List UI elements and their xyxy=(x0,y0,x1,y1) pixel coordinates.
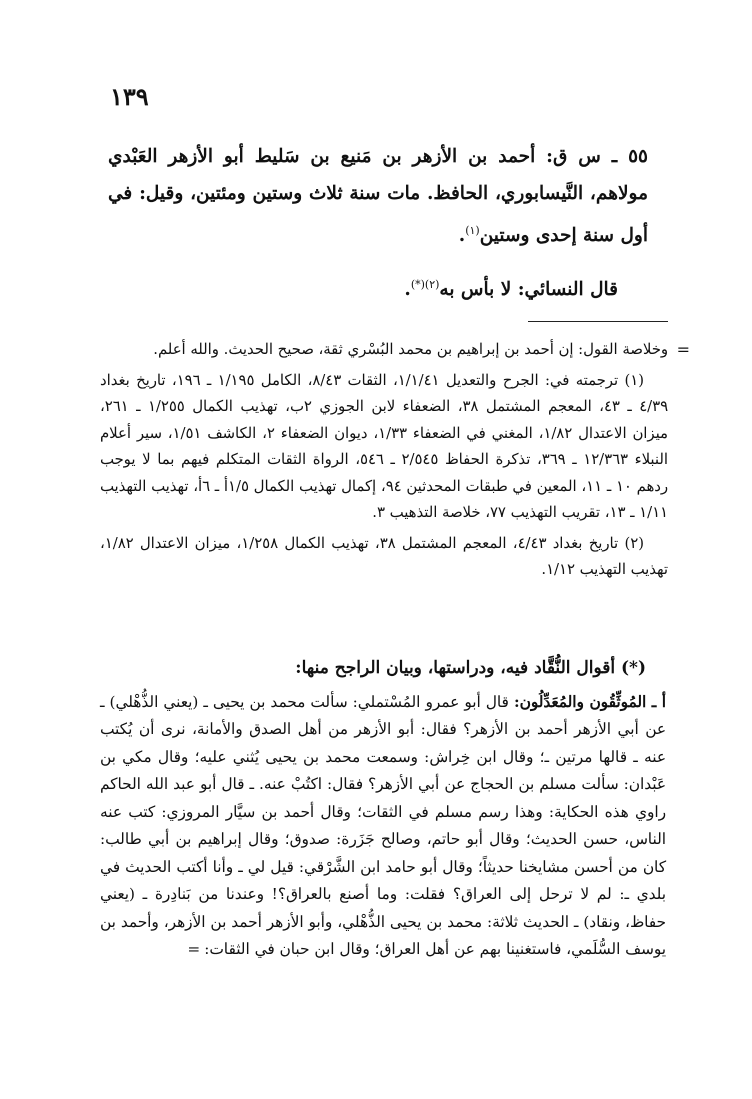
entry-paragraph xyxy=(108,138,648,254)
entry-period: . xyxy=(458,225,466,247)
entry-text: ٥٥ ـ س ق: أحمد بن الأزهر بن مَنيع بن سَليط أبو الأزهر العَبْدي مولاهم، النَّيسابوري، الحافظ. مات سنة ثلاث وستين ومئتين، وقيل: في أول سنة إحدى وستين xyxy=(108,146,648,247)
footnote-continuation xyxy=(100,337,690,364)
footnote-separator xyxy=(528,321,668,322)
footnote-ref-1[interactable]: (١) xyxy=(465,224,480,237)
continuation-mark: = xyxy=(676,340,690,359)
critics-title: (*) أقوال النُّقَّاد فيه، ودراستها، وبيان الراجح منها: xyxy=(295,658,646,678)
critics-subheading: أ ـ المُوثِّقُون والمُعَدِّلُون: xyxy=(513,692,666,711)
biography-entry xyxy=(108,138,648,308)
footnote-2: (٢) تاريخ بغداد ٤/٤٣، المعجم المشتمل ٣٨، تهذيب الكمال ١/٢٥٨، ميزان الاعتدال ١/٨٢، تهذيب التهذيب ١/١٢. xyxy=(100,534,668,578)
critics-paragraph xyxy=(100,689,666,964)
page-number: ١٣٩ xyxy=(110,82,149,111)
continuation-end-mark: = xyxy=(187,940,201,958)
footnote-1: (١) ترجمته في: الجرح والتعديل ١/١/٤١، الثقات ٨/٤٣، الكامل ١/١٩٥ ـ ١٩٦، تاريخ بغداد ٤/٣٩ ـ ٤٣، المعجم المشتمل ٣٨، الضعفاء لابن الجوزي ٢ب، تهذيب الكمال ١/٢٥٥ ـ ٢٦١، ميزان الاعتدال ١/٨٢، المغني في الضعفاء ١/٣٣، ديوان الضعفاء ٢، الكاشف ١/٥١، سير أعلام النبلاء ١٢/٣٦٣ ـ ٣٦٩، تذكرة الحفاظ ٢/٥٤٥ ـ ٥٤٦، الرواة الثقات المتكلم فيهم بما لا يوجب ردهم ١٠ ـ ١١، المعين في طبقات المحدثين ٩٤، إكمال تهذيب الكمال ١/٥أ ـ ٦أ، تهذيب التهذيب ١/١١ ـ ١٣، تقريب التهذيب ٧٧، خلاصة التذهيب ٣. xyxy=(100,371,669,521)
critics-body: قال أبو عمرو المُسْتملي: سألت محمد بن يحيى ـ (يعني الذُّهْلي) ـ عن أبي الأزهر أحمد بن الأزهر؟ فقال: أبو الأزهر من أهل الصدق والأمانة، نرى أن يُكتب عنه ـ قالها مرتين ـ؛ وقال ابن خِراش: وسمعت محمد بن يحيى يُثني عليه؛ وقال مكي بن عَبْدان: سألت مسلم بن الحجاج عن أبي الأزهر؟ فقال: اكتُبْ عنه. ـ قال أبو عبد الله الحاكم راوي هذه الحكاية: وهذا رسم مسلم في الثقات؛ وقال أحمد بن سيَّار المروزي: كتب عنه الناس، حسن الحديث؛ وقال أبو حاتم، وصالح جَزَرة: صدوق؛ وقال إبراهيم بن أبي طالب: كان من أحسن مشايخنا حديثاً؛ وقال أبو حامد ابن الشَّرْقي: قيل لي ـ وأنا أكتب الحديث في بلدي ـ: لم لا ترحل إلى العراق؟ فقلت: وما أصنع بالعراق؟! وعندنا من بَنادِرة ـ (يعني حفاظ، ونقاد) ـ الحديث ثلاثة: محمد بن يحيى الذُّهْلي، وأبو الأزهر أحمد بن الأزهر، وأحمد بن يوسف السُّلَمي، فاستغنينا بهم عن أهل العراق؛ وقال ابن حبان في الثقات: xyxy=(100,692,666,958)
critics-section xyxy=(100,655,666,964)
footnotes xyxy=(100,337,690,588)
footnote-ref-2[interactable]: (٢)(*) xyxy=(410,278,440,292)
nasai-period: . xyxy=(404,279,411,301)
nasai-verdict xyxy=(108,266,648,308)
nasai-text: قال النسائي: لا بأس به xyxy=(439,279,618,301)
continuation-text: وخلاصة القول: إن أحمد بن إبراهيم بن محمد البُسْري ثقة، صحيح الحديث. والله أعلم. xyxy=(153,341,668,358)
